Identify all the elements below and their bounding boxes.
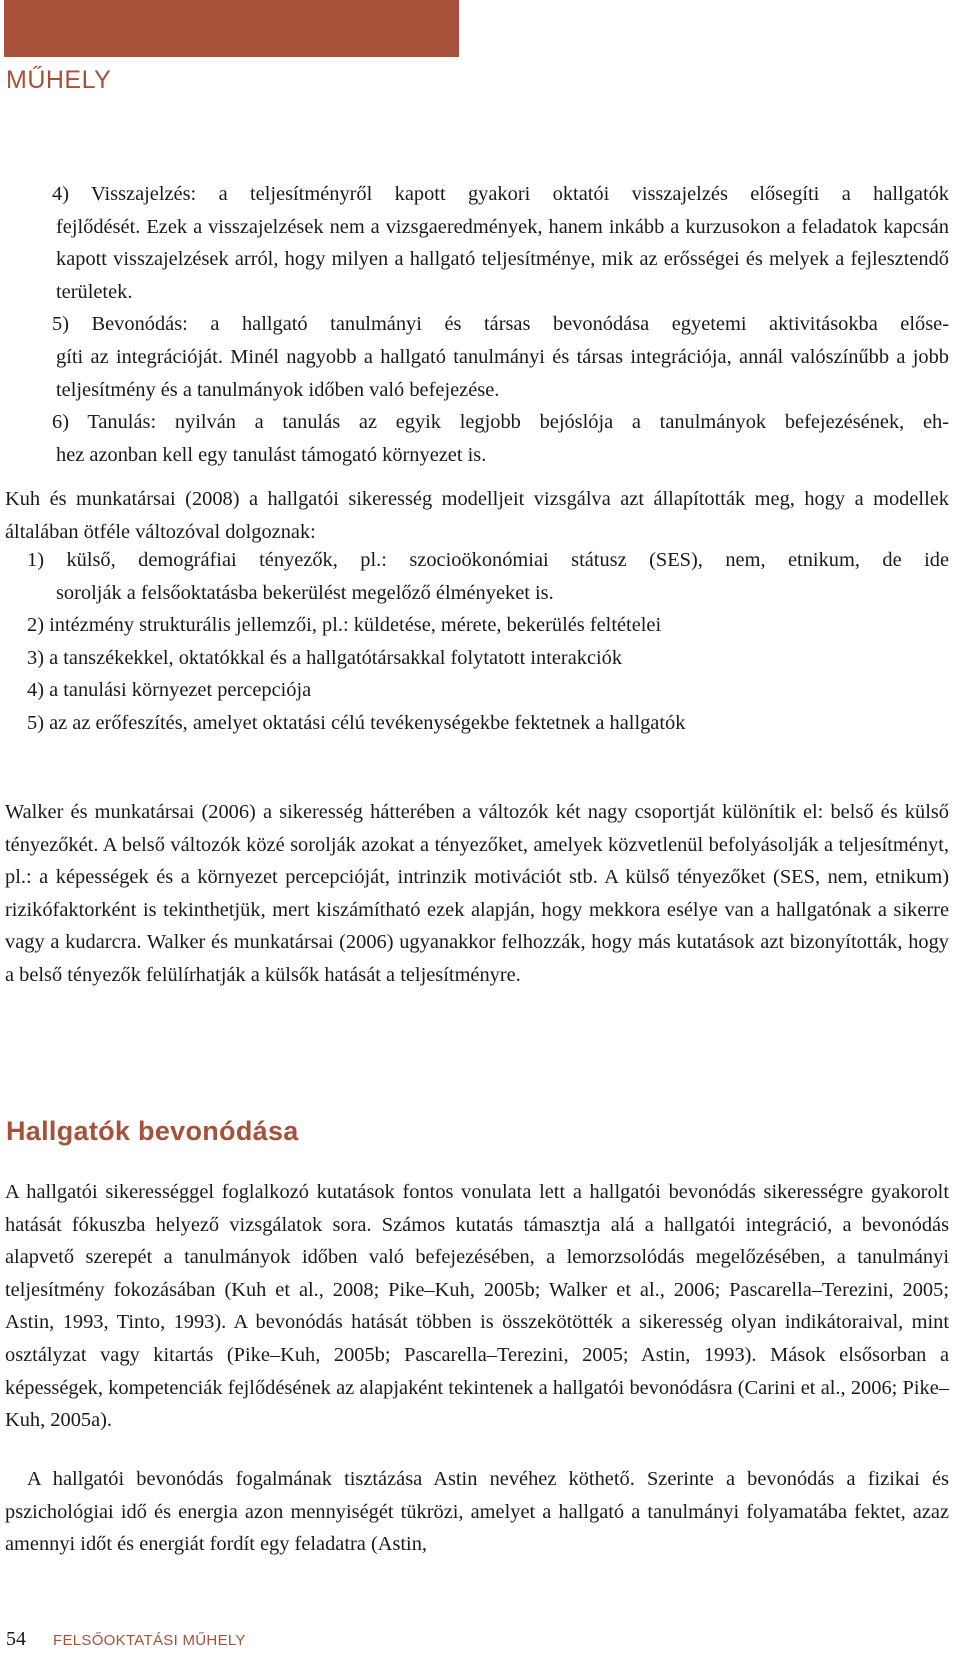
list-item-continuation: gíti az integrációját. Minél nagyobb a hallgató tanulmányi és társas integrációja, annál valószínűbb a jobb teljesítmény és a tanulmányok időben való befejezése. [56,345,949,401]
list-item-continuation: sorolják a felsőoktatásba bekerülést megelőző élményeket is. [56,581,554,604]
paragraph-astin [5,1463,949,1561]
criteria-list [52,178,949,471]
paragraph-bevonodas: A hallgatói sikerességgel foglalkozó kutatások fontos vonulata lett a hallgatói bevonódás sikerességre gyakorolt hatását fókuszba helyező vizsgálatok sora. Számos kutatás támasztja alá a hallgatói integráció, a bevonódás alapvető szerepét a tanulmányok időben való befejezésében, a lemorzsolódás megelőzésében, a tanulmányi teljesítmény fokozásában (Kuh et al., 2008; Pike–Kuh, 2005b; Walker et al., 2006; Pascarella–Terezini, 2005; Astin, 1993, Tinto, 1993). A bevonódás hatását többen is összekötötték a sikeresség olyan indikátoraival, mint osztályzat vagy kitartás (Pike–Kuh, 2005b; Pascarella–Terezini, 2005; Astin, 1993). Mások elsősorban a képességek, kompetenciák fejlődésének az alapjaként tekintenek a hallgatói bevonódásra (Carini et al., 2006; Pike–Kuh, 2005a). [5,1181,949,1432]
list-item-first-line: 4) Visszajelzés: a teljesítményről kapott gyakori oktatói visszajelzés elősegíti a hallgatók [52,183,949,205]
variables-list [27,544,949,740]
list-item [27,544,949,609]
paragraph-walker: Walker és munkatársai (2006) a sikeresség hátterében a változók két nagy csoportját különítik el: belső és külső tényezőkét. A belső változók közé sorolják azokat a tényezőket, amelyek közvetlenül befolyásolják a teljesítményt, pl.: a képességek és a környezet percepcióját, intrinzik motivációt stb. A külső tényezőket (SES, nem, etnikum) rizikófaktorként is tekinthetjük, mert kiszámítható ezek alapján, hogy mekkora esélye van a hallgatónak a sikerre vagy a kudarcra. Walker és munkatársai (2006) ugyanakkor felhozzák, hogy más kutatások azt bizonyították, hogy a belső tényezők felülírhatják a külsők hatását a teljesítményre. [5,801,949,986]
journal-title: FELSŐOKTATÁSI MŰHELY [53,1632,246,1649]
list-item [52,178,949,308]
list-item-first-line: 4) a tanulási környezet percepciója [27,679,312,702]
header-accent-bar [4,0,459,57]
list-item-first-line: 3) a tanszékekkel, oktatókkal és a hallgatótársakkal folytatott interakciók [27,646,623,669]
list-item-first-line: 1) külső, demográfiai tényezők, pl.: szocioökonómiai státusz (SES), nem, etnikum, de ide [27,549,949,571]
list-item [27,707,949,740]
list-item-continuation: hez azonban kell egy tanulást támogató környezet is. [56,443,487,466]
paragraph-kuh: Kuh és munkatársai (2008) a hallgatói sikeresség modelljeit vizsgálva azt állapították meg, hogy a modellek általában ötféle változóval dolgoznak: [5,488,949,543]
list-item-first-line: 2) intézmény strukturális jellemzői, pl.: küldetése, mérete, bekerülés feltételei [27,614,662,637]
list-item-first-line: 5) az az erőfeszítés, amelyet oktatási célú tevékenységekbe fektetnek a hallgatók [27,711,686,734]
list-item [27,609,949,642]
paragraph-astin-text: A hallgatói bevonódás fogalmának tisztázása Astin nevéhez köthető. Szerinte a bevonódás a fizikai és pszichológiai idő és energia azon mennyiségét tükrözi, amelyet a hallgató a tanulmányi folyamatába fektet, azaz amennyi időt és energiát fordít egy feladatra (Astin, [5,1468,949,1556]
list-item [52,308,949,406]
list-item-first-line: 5) Bevonódás: a hallgató tanulmányi és társas bevonódása egyetemi aktivitásokba előse- [52,313,949,336]
list-item-continuation: fejlődését. Ezek a visszajelzések nem a vizsgaeredmények, hanem inkább a kurzusokon a feladatok kapcsán kapott visszajelzések arról, hogy milyen a hallgató teljesítménye, mik az erősségei és melyek a fejlesztendő területek. [56,215,949,303]
section-label: MŰHELY [6,66,112,94]
list-item [52,406,949,471]
page-number: 54 [6,1628,26,1650]
section-heading: Hallgatók bevonódása [6,1116,299,1146]
list-item [27,642,949,675]
list-item-first-line: 6) Tanulás: nyilván a tanulás az egyik legjobb bejóslója a tanulmányok befejezésének, eh- [52,411,949,434]
list-item [27,674,949,707]
